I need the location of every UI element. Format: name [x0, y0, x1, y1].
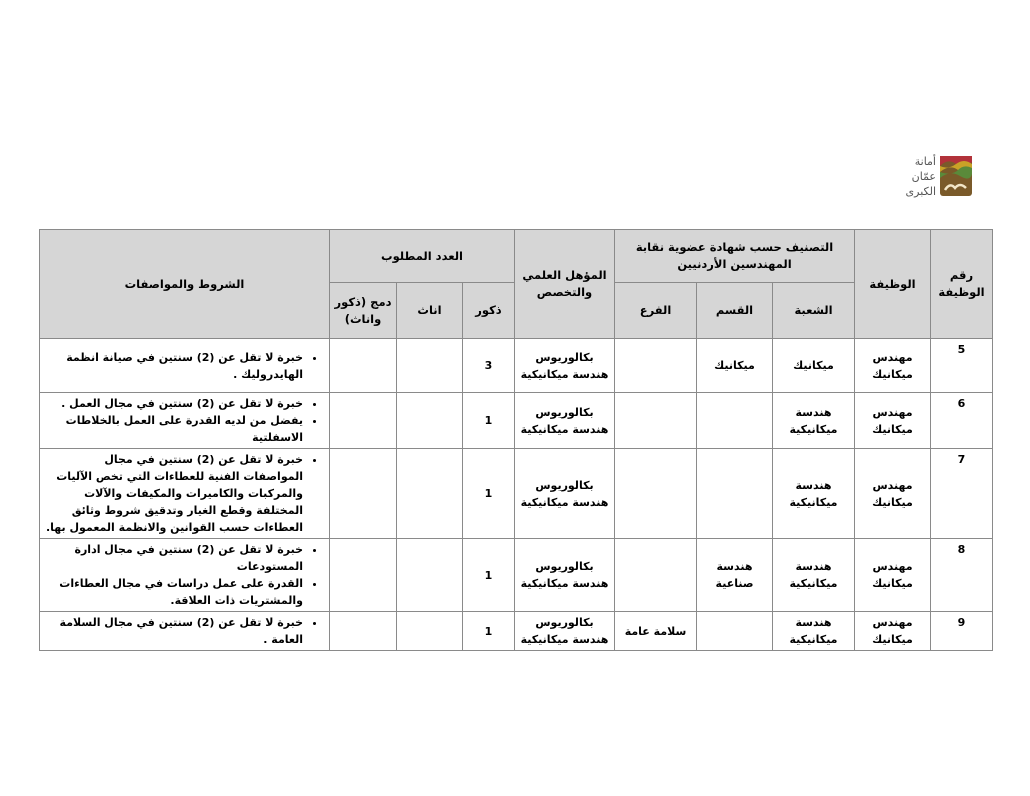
conditions-list — [44, 614, 323, 648]
table-row — [40, 339, 993, 393]
conditions-cell — [40, 393, 330, 449]
header-division: الشعبة — [773, 283, 855, 339]
header-conditions: الشروط والمواصفات — [40, 230, 330, 339]
header-qualification: المؤهل العلمي والتخصص — [515, 230, 615, 339]
mixed-count-cell — [330, 339, 397, 393]
branch-cell: سلامة عامة — [615, 612, 697, 651]
female-count-cell — [397, 339, 463, 393]
conditions-cell — [40, 449, 330, 539]
condition-item: • خبرة لا تقل عن (2) سنتين في مجال السلامة العامة . — [44, 614, 303, 648]
job-cell: مهندس ميكانيك — [855, 612, 931, 651]
division-cell: ميكانيك — [773, 339, 855, 393]
condition-item: • يفضل من لديه القدرة على العمل بالخلاطات الاسفلتية — [44, 412, 303, 446]
condition-item: • خبرة لا تقل عن (2) سنتين في مجال ادارة المستودعات — [44, 541, 303, 575]
female-count-cell — [397, 539, 463, 612]
amman-municipality-logo-icon — [938, 152, 974, 198]
condition-item: • القدرة على عمل دراسات في مجال العطاءات والمشتريات ذات العلاقة. — [44, 575, 303, 609]
conditions-list — [44, 541, 323, 609]
male-count-cell: 1 — [463, 449, 515, 539]
header-required-count: العدد المطلوب — [330, 230, 515, 283]
branch-cell — [615, 539, 697, 612]
table-row — [40, 539, 993, 612]
conditions-cell — [40, 612, 330, 651]
male-count-cell: 3 — [463, 339, 515, 393]
header-male: ذكور — [463, 283, 515, 339]
job-cell: مهندس ميكانيك — [855, 393, 931, 449]
section-cell — [697, 449, 773, 539]
section-cell — [697, 393, 773, 449]
division-cell: هندسة ميكانيكية — [773, 612, 855, 651]
logo-line-3: الكبرى — [905, 185, 936, 198]
mixed-count-cell — [330, 539, 397, 612]
job-number-cell: 5 — [931, 339, 993, 393]
logo-line-1: أمانة — [914, 155, 936, 168]
mixed-count-cell — [330, 449, 397, 539]
job-cell: مهندس ميكانيك — [855, 449, 931, 539]
section-cell: هندسة صناعية — [697, 539, 773, 612]
conditions-list — [44, 349, 323, 383]
conditions-list — [44, 395, 323, 446]
female-count-cell — [397, 449, 463, 539]
job-cell: مهندس ميكانيك — [855, 339, 931, 393]
division-cell: هندسة ميكانيكية — [773, 539, 855, 612]
conditions-cell — [40, 339, 330, 393]
section-cell — [697, 612, 773, 651]
division-cell: هندسة ميكانيكية — [773, 393, 855, 449]
amman-logo — [896, 152, 976, 204]
qualification-cell: بكالوريوس هندسة ميكانيكية — [515, 612, 615, 651]
logo-line-2: عمّان — [911, 170, 936, 183]
header-female: اناث — [397, 283, 463, 339]
job-number-cell: 6 — [931, 393, 993, 449]
header-section: القسم — [697, 283, 773, 339]
qualification-cell: بكالوريوس هندسة ميكانيكية — [515, 449, 615, 539]
header-job-number: رقم الوظيفة — [931, 230, 993, 339]
header-job: الوظيفة — [855, 230, 931, 339]
branch-cell — [615, 339, 697, 393]
mixed-count-cell — [330, 612, 397, 651]
header-classification: التصنيف حسب شهادة عضوية نقابة المهندسين الأردنيين — [615, 230, 855, 283]
table-row — [40, 393, 993, 449]
jobs-table — [39, 229, 993, 651]
job-number-cell: 7 — [931, 449, 993, 539]
qualification-cell: بكالوريوس هندسة ميكانيكية — [515, 339, 615, 393]
job-cell: مهندس ميكانيك — [855, 539, 931, 612]
conditions-list — [44, 451, 323, 536]
division-cell: هندسة ميكانيكية — [773, 449, 855, 539]
male-count-cell: 1 — [463, 539, 515, 612]
qualification-cell: بكالوريوس هندسة ميكانيكية — [515, 393, 615, 449]
qualification-cell: بكالوريوس هندسة ميكانيكية — [515, 539, 615, 612]
male-count-cell: 1 — [463, 612, 515, 651]
branch-cell — [615, 449, 697, 539]
header-branch: الفرع — [615, 283, 697, 339]
conditions-cell — [40, 539, 330, 612]
branch-cell — [615, 393, 697, 449]
female-count-cell — [397, 612, 463, 651]
male-count-cell: 1 — [463, 393, 515, 449]
header-row-1 — [40, 230, 993, 283]
header-mixed: دمج (ذكور واناث) — [330, 283, 397, 339]
job-number-cell: 9 — [931, 612, 993, 651]
condition-item: • خبرة لا تقل عن (2) سنتين في مجال المواصفات الفنية للعطاءات التي تخص الآليات والمركبات والكاميرات والمكيفات والآلات المختلفة وقطع الغيار وتدقيق شروط وثائق العطاءات حسب القوانين والانظمة المعمول بها. — [44, 451, 303, 536]
table-row — [40, 449, 993, 539]
table-row — [40, 612, 993, 651]
job-number-cell: 8 — [931, 539, 993, 612]
condition-item: • خبرة لا تقل عن (2) سنتين في مجال العمل . — [44, 395, 303, 412]
female-count-cell — [397, 393, 463, 449]
condition-item: • خبرة لا تقل عن (2) سنتين في صيانة انظمة الهايدروليك . — [44, 349, 303, 383]
mixed-count-cell — [330, 393, 397, 449]
logo-text — [896, 154, 936, 199]
section-cell: ميكانيك — [697, 339, 773, 393]
